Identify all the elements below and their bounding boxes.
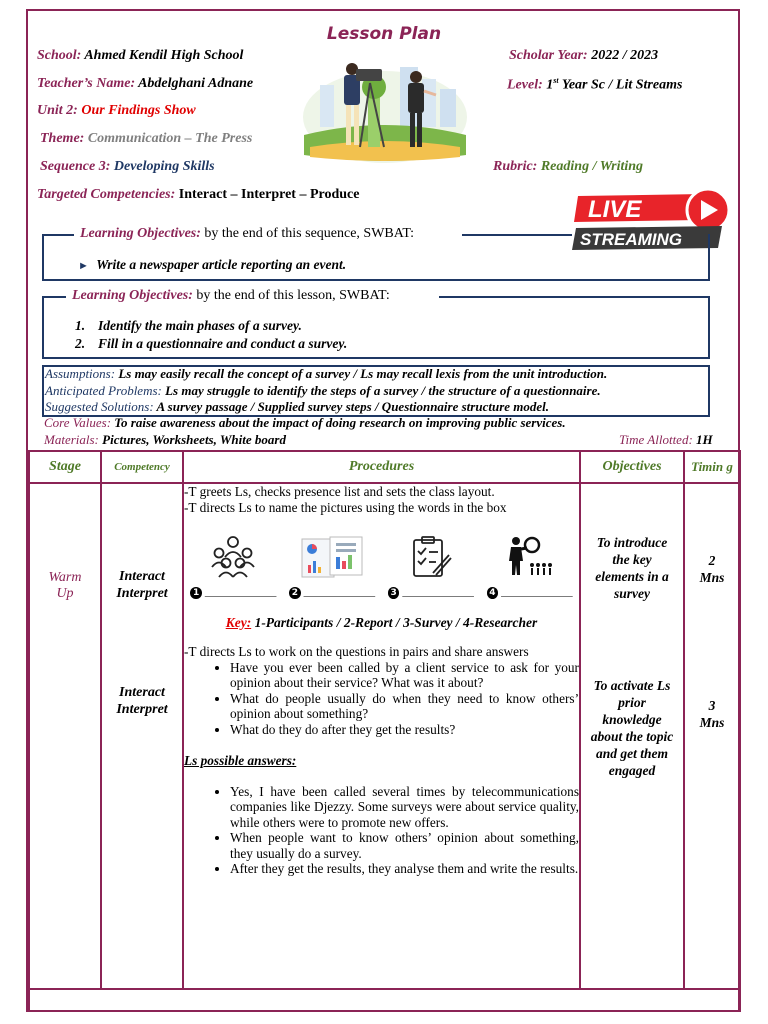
page-title: Lesson Plan (326, 24, 442, 44)
objective-1: To introduce the key elements in a survey (595, 535, 669, 601)
competencies-value: Interact – Interpret – Produce (178, 187, 360, 202)
answer-line: _____________ (402, 586, 474, 598)
list-item: • When people want to know others’ opinion about something, they usually do a survey. (230, 830, 579, 861)
lesson-objectives-title (72, 288, 390, 304)
lesson-objective-item-2 (75, 336, 347, 352)
procedures-table (28, 450, 741, 1012)
rubric-label: Rubric: (493, 159, 538, 174)
core-values-label: Core Values: (44, 415, 112, 430)
year-line (509, 48, 658, 64)
teacher-name: Abdelghani Adnane (138, 76, 254, 91)
sequence-label: Sequence 3: (40, 159, 111, 174)
level-number: 1 (546, 77, 554, 93)
materials-line (44, 432, 286, 448)
table-row (29, 483, 740, 989)
picture-item (388, 535, 474, 601)
header-timing: Timin g (684, 451, 740, 483)
level-value: Year Sc / Lit Streams (561, 77, 683, 93)
year-label: Scholar Year: (509, 48, 588, 63)
header-objectives: Objectives (580, 451, 684, 483)
procedure-step: -T directs Ls to work on the questions in pairs and share answers (184, 644, 529, 659)
unit-line (37, 103, 196, 119)
unit-label: Unit 2: (37, 103, 78, 118)
answer-list (184, 784, 579, 877)
item-number: 1. (75, 318, 86, 333)
list-item: • What do people usually do when they need to know others’ opinion about something? (230, 691, 579, 722)
competency-1: Interact Interpret (116, 569, 168, 601)
procedure-step: -T directs Ls to name the pictures using the words in the box (184, 499, 507, 515)
assumptions-label: Assumptions: (45, 366, 116, 381)
picture-item (487, 535, 573, 601)
materials-text: Pictures, Worksheets, White board (102, 432, 286, 447)
picture-answer-blank (190, 585, 276, 601)
sequence-objective-text: Write a newspaper article reporting an event. (96, 257, 347, 272)
school-name: Ahmed Kendil High School (84, 48, 244, 63)
header-procedures: Procedures (183, 451, 580, 483)
solutions-label: Suggested Solutions: (45, 399, 154, 414)
theme-label: Theme: (40, 131, 85, 146)
sequence-objective-item (78, 257, 346, 273)
problems-text: Ls may struggle to identify the steps of a survey / the structure of a questionnaire. (165, 383, 601, 398)
list-item: • Have you ever been called by a client service to ask for your opinion about their service? What was it about? (230, 660, 579, 691)
procedures-cell (183, 483, 580, 989)
stage-warm-up: Warm Up (48, 570, 82, 601)
materials-label: Materials: (44, 432, 99, 447)
sequence-line (40, 159, 215, 175)
key-text: 1-Participants / 2-Report / 3-Survey / 4-Researcher (254, 614, 538, 630)
answer-line: _____________ (303, 586, 376, 598)
year-value: 2022 / 2023 (591, 48, 659, 63)
picture-answer-blank (487, 585, 573, 601)
question-list (184, 660, 579, 738)
table-header-row (29, 451, 740, 483)
answers-heading: Ls possible answers: (184, 753, 297, 768)
answer-line: _____________ (204, 586, 277, 598)
rubric-line (493, 159, 643, 175)
theme-line (40, 131, 252, 147)
group-people-icon (209, 535, 257, 579)
researcher-magnifier-icon (506, 535, 554, 579)
table-row (29, 989, 740, 1011)
picture-number: 1 (190, 587, 202, 599)
triangle-bullet-icon: ► (78, 260, 89, 272)
problems-line (45, 383, 601, 399)
competencies-label: Targeted Competencies: (37, 187, 176, 202)
reporters-illustration (300, 55, 470, 163)
objectives-cell (580, 483, 684, 989)
pictures-row (184, 535, 579, 601)
level-sup: st (553, 76, 559, 85)
lesson-objective-text: Fill in a questionnaire and conduct a survey. (98, 336, 348, 351)
level-line (507, 76, 682, 94)
picture-number: 2 (289, 587, 301, 599)
streaming-text: STREAMING (580, 230, 682, 249)
solutions-text: A survey passage / Supplied survey steps / Questionnaire structure model. (156, 399, 550, 414)
competency-2: Interact Interpret (116, 685, 168, 717)
key-label: Key: (225, 614, 252, 630)
competency-cell (101, 483, 183, 989)
picture-number: 3 (388, 587, 400, 599)
sequence-objectives-rule (462, 234, 572, 236)
school-label: School: (37, 48, 82, 63)
list-item: • Yes, I have been called several times by telecommunications companies like Djezzy. Some surveys were about service quality, while others were to promote new offers. (230, 784, 579, 831)
teacher-line (37, 76, 253, 92)
picture-item (190, 535, 276, 601)
lesson-objectives-label: Learning Objectives: (72, 288, 193, 303)
picture-answer-blank (388, 585, 474, 601)
key-line (184, 615, 579, 631)
time-allotted-label: Time Allotted: (619, 432, 693, 447)
empty-row-cell (29, 989, 740, 1011)
clipboard-survey-icon (409, 535, 453, 579)
timing-2: 3 Mns (699, 698, 725, 730)
answer-line: _____________ (501, 586, 573, 598)
theme-value: Communication – The Press (87, 131, 253, 146)
report-charts-icon (300, 535, 364, 579)
header-competency: Competency (101, 451, 183, 483)
problems-label: Anticipated Problems: (45, 383, 162, 398)
sequence-objectives-intro: by the end of this sequence, SWBAT: (204, 226, 415, 241)
sequence-objectives-label: Learning Objectives: (80, 226, 201, 241)
solutions-line (45, 399, 549, 415)
time-allotted-value: 1H (696, 432, 713, 447)
assumptions-line (45, 366, 607, 382)
lesson-objectives-intro: by the end of this lesson, SWBAT: (196, 288, 390, 303)
sequence-value: Developing Skills (113, 159, 215, 174)
stage-cell (29, 483, 101, 989)
lesson-objective-item-1 (75, 318, 302, 334)
live-text: LIVE (588, 196, 642, 223)
list-item: • After they get the results, they analyse them and write the results. (230, 861, 579, 877)
header-stage: Stage (29, 451, 101, 483)
assumptions-text: Ls may easily recall the concept of a survey / Ls may recall lexis from the unit introduction. (118, 366, 608, 381)
sequence-objectives-title (80, 226, 414, 242)
school-line (37, 48, 243, 64)
core-values-line (44, 415, 566, 431)
picture-number: 4 (487, 587, 499, 599)
core-values-text: To raise awareness about the impact of doing research on improving public services. (114, 415, 566, 430)
time-allotted-line (619, 432, 713, 448)
unit-name: Our Findings Show (81, 103, 196, 118)
item-number: 2. (75, 336, 86, 351)
picture-item (289, 535, 375, 601)
objective-2: To activate Ls prior knowledge about the topic and get them engaged (590, 678, 674, 778)
list-item: • What do they do after they get the results? (230, 722, 579, 738)
rubric-value: Reading / Writing (540, 159, 644, 174)
procedure-step: -T greets Ls, checks presence list and sets the class layout. (184, 484, 495, 499)
competencies-line (37, 187, 359, 203)
timing-1: 2 Mns (699, 553, 725, 585)
picture-answer-blank (289, 585, 375, 601)
timing-cell (684, 483, 740, 989)
lesson-objective-text: Identify the main phases of a survey. (98, 318, 302, 333)
teacher-label: Teacher’s Name: (37, 76, 136, 91)
level-label: Level: (507, 77, 543, 93)
